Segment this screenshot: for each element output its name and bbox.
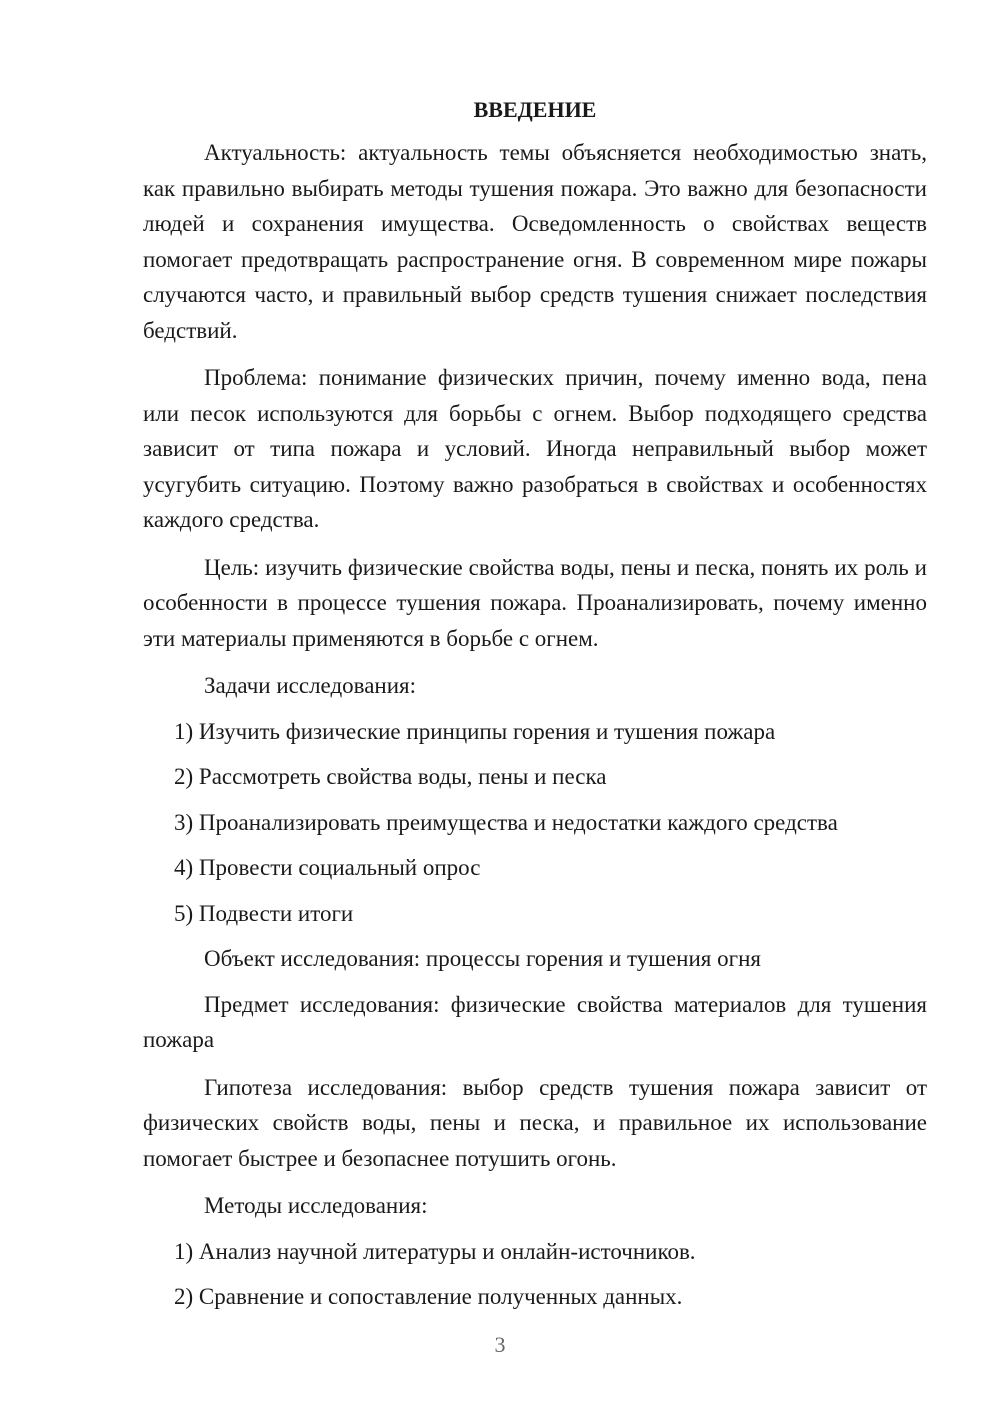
tasks-list xyxy=(143,714,927,932)
list-item: 2) Рассмотреть свойства воды, пены и песка xyxy=(174,764,607,789)
relevance-paragraph: Актуальность: актуальность темы объясняется необходимостью знать, как правильно выбирать методы тушения пожара. Это важно для безопасности людей и сохранения имущества. Осведомленность о свойствах веществ помогает предотвращать распространение огня. В современном мире пожары случаются часто, и правильный выбор средств тушения снижает последствия бедствий. xyxy=(143,140,927,343)
section-title: ВВЕДЕНИЕ xyxy=(473,97,597,122)
page-number: 3 xyxy=(494,1332,506,1357)
goal-paragraph: Цель: изучить физические свойства воды, пены и песка, понять их роль и особенности в процессе тушения пожара. Проанализировать, почему именно эти материалы применяются в борьбе с огнем. xyxy=(143,554,927,651)
list-item: 5) Подвести итоги xyxy=(174,900,354,926)
list-item: 4) Провести социальный опрос xyxy=(174,855,481,880)
tasks-heading: Задачи исследования: xyxy=(204,673,417,698)
list-item: 1) Изучить физические принципы горения и тушения пожара xyxy=(174,718,776,744)
hypothesis-paragraph: Гипотеза исследования: выбор средств тушения пожара зависит от физических свойств воды, пены и песка, и правильное их использование помогает быстрее и безопаснее потушить огонь. xyxy=(143,1074,927,1171)
list-item: 3) Проанализировать преимущества и недостатки каждого средства xyxy=(174,809,838,835)
methods-list xyxy=(143,1234,927,1315)
problem-paragraph: Проблема: понимание физических причин, почему именно вода, пена или песок используются для борьбы с огнем. Выбор подходящего средства зависит от типа пожара и условий. Иногда неправильный выбор может усугубить ситуацию. Поэтому важно разобраться в свойствах и особенностях каждого средства. xyxy=(143,365,927,532)
methods-heading: Методы исследования: xyxy=(204,1193,428,1218)
document-page xyxy=(143,93,927,1325)
list-item: 2) Сравнение и сопоставление полученных данных. xyxy=(174,1284,683,1309)
list-item: 1) Анализ научной литературы и онлайн-источников. xyxy=(174,1238,696,1264)
object-line: Объект исследования: процессы горения и тушения огня xyxy=(204,946,761,971)
subject-paragraph: Предмет исследования: физические свойства материалов для тушения пожара xyxy=(143,991,927,1052)
